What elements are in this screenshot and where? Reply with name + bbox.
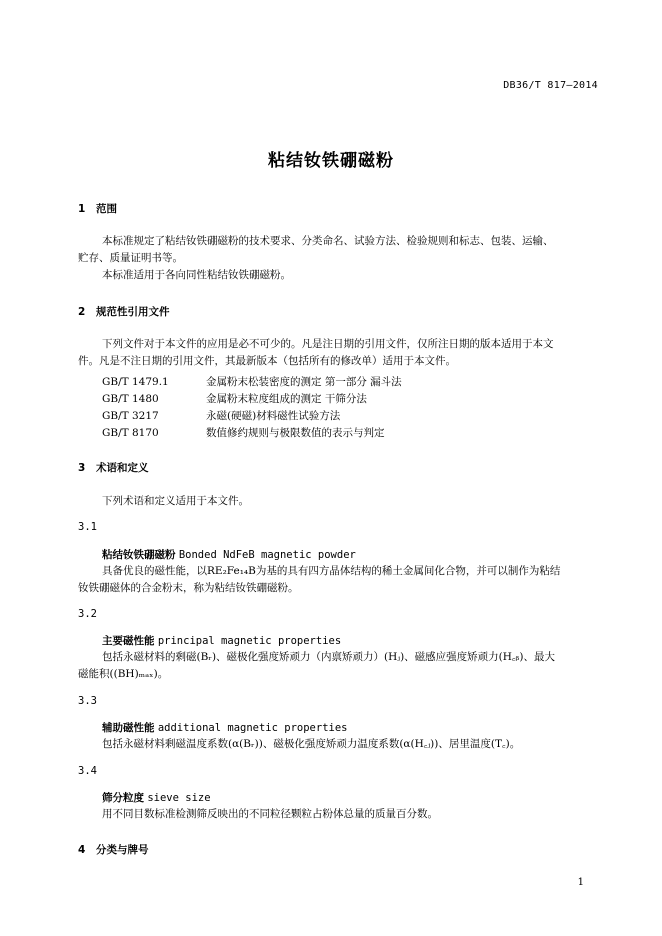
term-chinese: 主要磁性能	[102, 635, 155, 647]
reference-title: 金属粉末松装密度的测定 第一部分 漏斗法	[206, 376, 402, 388]
page-title: 粘结钕铁硼磁粉	[268, 151, 394, 171]
reference-code: GB/T 1480	[102, 393, 159, 405]
reference-code: GB/T 8170	[102, 427, 159, 439]
term-heading	[102, 790, 211, 805]
term-chinese: 粘结钕铁硼磁粉	[102, 549, 176, 561]
text-line: 件。凡是不注日期的引用文件，其最新版本（包括所有的修改单）适用于本文件。	[78, 355, 456, 367]
text-line: 贮存、质量证明书等。	[78, 252, 183, 264]
term-definition	[102, 806, 600, 823]
text-line: 下列文件对于本文件的应用是必不可少的。凡是注日期的引用文件，仅所注日期的版本适用于本文	[102, 338, 554, 350]
term-definition	[78, 563, 600, 597]
reference-item	[102, 391, 367, 406]
term-english: sieve size	[147, 792, 211, 804]
reference-title: 永磁(硬磁)材料磁性试验方法	[206, 410, 341, 422]
text-line: 磁能积((BH)ₘₐₓ)。	[78, 668, 169, 680]
text-line: 用不同目数标准检测筛反映出的不同粒径颗粒占粉体总量的质量百分数。	[102, 808, 438, 820]
section-number: 2	[78, 306, 86, 318]
term-english: principal magnetic properties	[157, 635, 342, 647]
normative-references-intro	[78, 336, 600, 370]
term-english: additional magnetic properties	[157, 722, 348, 734]
document-code: DB36/T 817—2014	[503, 80, 598, 91]
terms-intro: 下列术语和定义适用于本文件。	[102, 495, 249, 507]
term-definition	[78, 649, 600, 683]
text-line: 包括永磁材料剩磁温度系数(α(Bᵣ))、磁极化强度矫顽力温度系数(α(H꜀ⱼ))、居里温度(T꜀)。	[102, 738, 521, 750]
section-3-heading	[78, 460, 149, 475]
reference-code: GB/T 1479.1	[102, 376, 169, 388]
page-number: 1	[577, 877, 584, 888]
section-4-heading	[78, 842, 149, 857]
reference-title: 金属粉末粒度组成的测定 干筛分法	[206, 393, 367, 405]
reference-item	[102, 408, 340, 423]
reference-item	[102, 425, 385, 440]
reference-item	[102, 374, 402, 389]
scope-paragraph	[78, 233, 600, 267]
section-2-heading	[78, 304, 170, 319]
term-definition	[102, 736, 600, 753]
term-number: 3.1	[78, 521, 97, 533]
text-line: 本标准规定了粘结钕铁硼磁粉的技术要求、分类命名、试验方法、检验规则和标志、包装、运输、	[102, 235, 554, 247]
term-english: Bonded NdFeB magnetic powder	[178, 549, 356, 561]
section-title: 分类与牌号	[96, 844, 149, 856]
term-number: 3.2	[78, 608, 97, 620]
term-chinese: 筛分粒度	[102, 792, 144, 804]
term-heading	[102, 633, 341, 648]
section-title: 规范性引用文件	[96, 306, 170, 318]
scope-applicability: 本标准适用于各向同性粘结钕铁硼磁粉。	[102, 269, 291, 281]
section-title: 术语和定义	[96, 462, 149, 474]
section-title: 范围	[96, 203, 117, 215]
term-heading	[102, 547, 356, 562]
section-1-heading	[78, 201, 117, 216]
text-line: 具备优良的磁性能，以RE₂Fe₁₄B为基的具有四方晶体结构的稀土金属间化合物，并可以制作为粘结	[102, 565, 561, 577]
text-line: 包括永磁材料的剩磁(Bᵣ)、磁极化强度矫顽力（内禀矫顽力）(Hⱼ)、磁感应强度矫顽力(H꜀ᵦ)、最大	[102, 651, 555, 663]
reference-code: GB/T 3217	[102, 410, 159, 422]
term-heading	[102, 720, 348, 735]
term-number: 3.3	[78, 695, 97, 707]
text-line: 钕铁硼磁体的合金粉末，称为粘结钕铁硼磁粉。	[78, 582, 299, 594]
section-number: 1	[78, 203, 86, 215]
term-number: 3.4	[78, 765, 97, 777]
term-chinese: 辅助磁性能	[102, 722, 155, 734]
section-number: 3	[78, 462, 86, 474]
reference-title: 数值修约规则与极限数值的表示与判定	[206, 427, 385, 439]
section-number: 4	[78, 844, 86, 856]
